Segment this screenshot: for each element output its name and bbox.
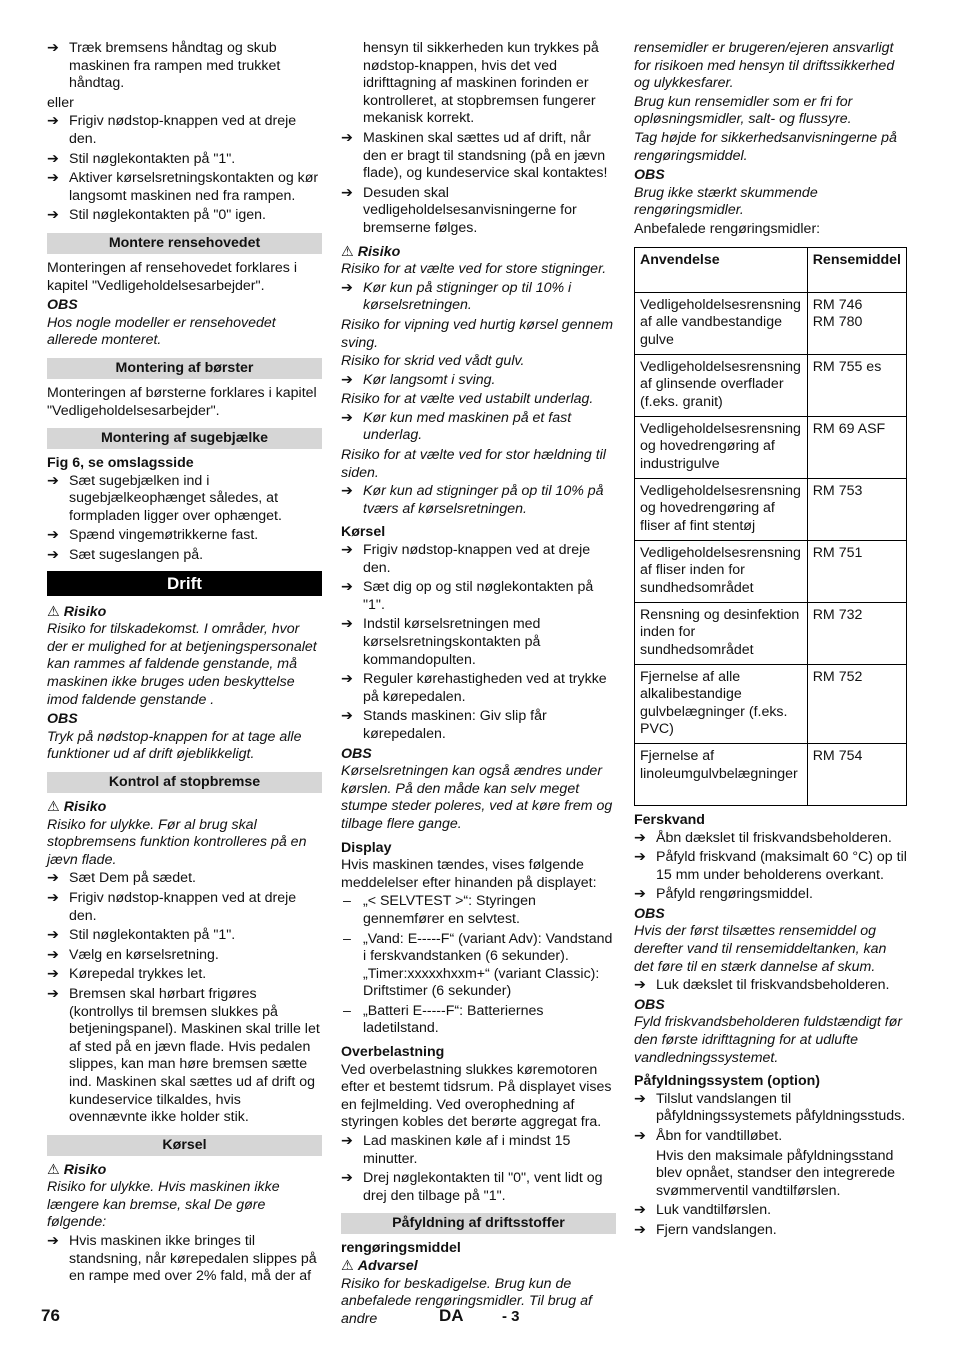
table-row bbox=[635, 743, 907, 805]
risiko-label: ⚠ Risiko bbox=[47, 603, 107, 620]
arrow-right-icon: ➔ bbox=[634, 1202, 646, 1219]
table-row bbox=[635, 664, 907, 743]
arrow-right-icon: ➔ bbox=[634, 1090, 646, 1107]
table-cell-anvendelse: Fjernelse af alle alkalibestandige gulvbelægninger (f.eks. PVC) bbox=[635, 664, 808, 743]
table-cell-rensemiddel: RM 755 es bbox=[807, 354, 906, 416]
table-cell-rensemiddel: RM 752 bbox=[807, 664, 906, 743]
subheading-ferskvand: Ferskvand bbox=[634, 811, 705, 828]
arrow-right-icon: ➔ bbox=[634, 1221, 646, 1238]
risiko-text: Risiko for ulykke. Før al brug skal stopbremsens funktion kontrolleres på en jævn flade. bbox=[47, 816, 307, 868]
risiko-label: ⚠ Risiko bbox=[47, 1161, 107, 1178]
list-item: ➔ Frigiv nødstop-knappen ved at dreje den. bbox=[47, 113, 297, 147]
subheading-display: Display bbox=[341, 839, 392, 856]
arrow-right-icon: ➔ bbox=[47, 1233, 59, 1250]
list-item: ➔ Sæt sugeslangen på. bbox=[47, 547, 204, 564]
obs-label: OBS bbox=[47, 711, 78, 728]
column-3 bbox=[634, 40, 907, 1242]
arrow-right-icon: ➔ bbox=[341, 1170, 353, 1187]
table-cell-anvendelse: Vedligeholdelsesrensning og hovedrengøring af industrigulve bbox=[635, 416, 808, 478]
arrow-right-icon: ➔ bbox=[47, 966, 59, 983]
table-cell-anvendelse: Vedligeholdelsesrensning af glinsende overflader (f.eks. granit) bbox=[635, 354, 808, 416]
list-item: ➔ Luk vandtilførslen. bbox=[634, 1202, 772, 1219]
fig-reference: Fig 6, se omslagsside bbox=[47, 455, 194, 472]
arrow-right-icon: ➔ bbox=[47, 889, 59, 906]
list-item: – „Vand: E-----F“ (variant Adv): Vandstand i ferskvandstanken (6 sekunder). „Timer:xxxxxhxxm+“ (variant Classic): Driftstimer (6 sekunder) bbox=[343, 930, 613, 1000]
risiko-text: Risiko for ulykke. Hvis maskinen ikke længere kan bremse, skal De gøre følgende: bbox=[47, 1179, 280, 1231]
section-heading-sugebjaelke: Montering af sugebjælke bbox=[47, 428, 322, 449]
section-heading-rensehoved: Montere rensehovedet bbox=[47, 233, 322, 254]
paragraph: Ved overbelastning slukkes køremotoren efter et bestemt tidsrum. På displayet vises en fejlmelding. Ved overophedning af styringen kobles det berørte aggregat fra. bbox=[341, 1061, 612, 1131]
list-item: ➔ Stil nøglekontakten på "1". bbox=[47, 150, 236, 167]
arrow-right-icon: ➔ bbox=[47, 985, 59, 1002]
arrow-right-icon: ➔ bbox=[341, 483, 353, 500]
table-header-row bbox=[635, 247, 907, 292]
table-cell-rensemiddel: RM 732 bbox=[807, 602, 906, 664]
list-item: ➔ Sæt Dem på sædet. bbox=[47, 870, 196, 887]
arrow-right-icon: ➔ bbox=[47, 870, 59, 887]
list-item: ➔ Spænd vingemøtrikkerne fast. bbox=[47, 527, 259, 544]
arrow-right-icon: ➔ bbox=[47, 207, 59, 224]
table-row bbox=[635, 416, 907, 478]
table-row bbox=[635, 602, 907, 664]
table-cell-rensemiddel: RM 746 RM 780 bbox=[807, 292, 906, 354]
page-number: 76 bbox=[41, 1306, 60, 1325]
list-item: ➔ Påfyld friskvand (maksimalt 60 °C) op til 15 mm under beholderens overkant. bbox=[634, 849, 907, 883]
list-item: ➔ Drej nøglekontakten til "0", vent lidt og drej den tilbage på "1". bbox=[341, 1170, 603, 1204]
sub-page-number: - 3 bbox=[502, 1308, 520, 1325]
text-eller: eller bbox=[47, 94, 74, 111]
paragraph: Tag højde for sikkerhedsanvisningerne på rengøringsmiddel. bbox=[634, 129, 897, 164]
list-item: ➔ Indstil kørselsretningen med kørselsretningskontakten på kommandopulten. bbox=[341, 616, 541, 668]
arrow-right-icon: ➔ bbox=[634, 849, 646, 866]
list-item: ➔ Påfyld rengøringsmiddel. bbox=[634, 886, 813, 903]
advarsel-text: Risiko for beskadigelse. Brug kun de anbefalede rengøringsmidler. Til brug af andre bbox=[341, 1275, 592, 1327]
list-item: ➔ Kørepedal trykkes let. bbox=[47, 966, 207, 983]
list-item: ➔ Åbn dækslet til friskvandsbeholderen. bbox=[634, 829, 892, 846]
arrow-right-icon: ➔ bbox=[47, 472, 59, 489]
list-item: ➔ Hvis maskinen ikke bringes til standsning, når kørepedalen slippes på en rampe med over 2% fald, må der af bbox=[47, 1233, 317, 1285]
obs-label: OBS bbox=[634, 167, 665, 184]
risiko-text: Risiko for tilskadekomst. I områder, hvor der er mulighed for at betjeningspersonalet kan rammes af faldende genstande, må maskinen ikke bruges uden beskyttelse imod faldende genstande . bbox=[47, 621, 317, 708]
warning-triangle-icon: ⚠ bbox=[341, 1258, 354, 1274]
list-item: ➔ Reguler kørehastigheden ved at trykke på kørepedalen. bbox=[341, 671, 607, 705]
list-item: ➔ Lad maskinen køle af i mindst 15 minutter. bbox=[341, 1133, 571, 1167]
list-item: ➔ Stands maskinen: Giv slip får kørepedalen. bbox=[341, 708, 547, 742]
risiko-text: Risiko for at vælte ved for stor hældning til siden. bbox=[341, 447, 606, 481]
table-cell-rensemiddel: RM 753 bbox=[807, 478, 906, 540]
list-item: ➔ Kør kun med maskinen på et fast underlag. bbox=[341, 409, 572, 444]
list-item: ➔ Kør kun på stigninger op til 10% i kørselsretningen. bbox=[341, 279, 572, 314]
arrow-right-icon: ➔ bbox=[47, 547, 59, 564]
risiko-text: Risiko for at vælte ved for store stigninger. bbox=[341, 261, 607, 278]
continued-text: hensyn til sikkerheden kun trykkes på nødstop-knappen, hvis det ved idrifttagning af maskinen forinden er kontrolleret, at stopbremsen fungerer mekanisk korrekt. bbox=[363, 40, 599, 127]
arrow-right-icon: ➔ bbox=[634, 829, 646, 846]
arrow-right-icon: ➔ bbox=[47, 946, 59, 963]
arrow-right-icon: ➔ bbox=[47, 170, 59, 187]
list-item: ➔ Frigiv nødstop-knappen ved at dreje den. bbox=[47, 889, 297, 924]
list-item: ➔ Fjern vandslangen. bbox=[634, 1221, 777, 1238]
arrow-right-icon: ➔ bbox=[47, 113, 59, 130]
column-2 bbox=[341, 40, 616, 1329]
list-item: – „Batteri E-----F“: Batteriernes ladetilstand. bbox=[343, 1002, 544, 1037]
arrow-right-icon: ➔ bbox=[47, 927, 59, 944]
arrow-right-icon: ➔ bbox=[341, 671, 353, 688]
column-1 bbox=[47, 40, 322, 1288]
table-cell-anvendelse: Vedligeholdelsesrensning og hovedrengøring af fliser af fint stentøj bbox=[635, 478, 808, 540]
obs-label: OBS bbox=[47, 297, 78, 314]
arrow-right-icon: ➔ bbox=[47, 40, 59, 56]
obs-label: OBS bbox=[634, 996, 665, 1013]
list-item: ➔ Stil nøglekontakten på "1". bbox=[47, 927, 236, 944]
list-item: ➔ Bremsen skal hørbart frigøres (kontrollys til bremsen slukkes på betjeningspanel). Maskinen skal trille let af sted på en jævn flade. Hvis pedalen slippes, kan man høre bremsen sætte ind. Maskinen skal sættes ud af drift og kundeservice tilkaldes, hvis ovennævnte ikke holder stik. bbox=[47, 985, 320, 1126]
rensemiddel-table bbox=[634, 247, 907, 806]
list-item: ➔ Sæt dig op og stil nøglekontakten på "1". bbox=[341, 579, 594, 613]
obs-label: OBS bbox=[634, 905, 665, 922]
list-item: ➔ Kør kun ad stigninger på op til 10% på tværs af kørselsretningen. bbox=[341, 483, 604, 517]
list-item: ➔ Tilslut vandslangen til påfyldningssystemets påfyldningsstuds. bbox=[634, 1090, 906, 1125]
obs-label: OBS bbox=[341, 745, 372, 762]
table-cell-rensemiddel: RM 754 bbox=[807, 743, 906, 805]
subheading-paafyldningssystem: Påfyldningssystem (option) bbox=[634, 1073, 821, 1090]
section-heading-paafyldning: Påfyldning af driftsstoffer bbox=[341, 1213, 616, 1234]
warning-triangle-icon: ⚠ bbox=[47, 603, 60, 620]
arrow-right-icon: ➔ bbox=[341, 579, 353, 596]
obs-text: Hos nogle modeller er rensehovedet allerede monteret. bbox=[47, 314, 276, 349]
chapter-heading-drift: Drift bbox=[47, 571, 322, 596]
list-item: ➔ Stil nøglekontakten på "0" igen. bbox=[47, 207, 266, 224]
table-cell-anvendelse: Vedligeholdelsesrensning af fliser inden for sundhedsområdet bbox=[635, 540, 808, 602]
risiko-text: Risiko for vipning ved hurtig kørsel gennem sving. bbox=[341, 316, 614, 351]
table-row bbox=[635, 292, 907, 354]
arrow-right-icon: ➔ bbox=[341, 184, 353, 201]
obs-text: Kørselsretningen kan også ændres under kørslen. På den måde kan selv meget stumpe steder poleres, ved at køre frem og tilbage flere gange. bbox=[341, 763, 613, 832]
table-row bbox=[635, 478, 907, 540]
subheading-overbelastning: Overbelastning bbox=[341, 1044, 445, 1061]
table-row bbox=[635, 354, 907, 416]
arrow-right-icon: ➔ bbox=[634, 886, 646, 903]
warning-triangle-icon: ⚠ bbox=[341, 243, 354, 260]
arrow-right-icon: ➔ bbox=[341, 1133, 353, 1150]
arrow-right-icon: ➔ bbox=[634, 1128, 646, 1144]
arrow-right-icon: ➔ bbox=[341, 542, 353, 559]
paragraph: Monteringen af rensehovedet forklares i kapitel "Vedligeholdelsesarbejder". bbox=[47, 259, 297, 294]
section-heading-borster: Montering af børster bbox=[47, 358, 322, 379]
risiko-text: Risiko for skrid ved vådt gulv. bbox=[341, 353, 525, 370]
risiko-label: ⚠ Risiko bbox=[341, 243, 401, 260]
obs-text: Tryk på nødstop-knappen for at tage alle funktioner ud af drift øjeblikkeligt. bbox=[47, 728, 302, 763]
list-item: ➔ Træk bremsens håndtag og skub maskinen fra rampen med trukket håndtag. bbox=[47, 40, 281, 92]
subheading-korsel: Kørsel bbox=[341, 524, 386, 541]
list-item: ➔ Kør langsomt i sving. bbox=[341, 371, 496, 388]
section-heading-korsel: Kørsel bbox=[47, 1135, 322, 1156]
arrow-right-icon: ➔ bbox=[341, 371, 353, 388]
risiko-text: Risiko for at vælte ved ustabilt underlag. bbox=[341, 391, 594, 408]
risiko-label: ⚠ Risiko bbox=[47, 799, 107, 815]
section-heading-stopbremse: Kontrol af stopbremse bbox=[47, 772, 322, 793]
list-item: ➔ Desuden skal vedligeholdelsesanvisningerne for bremserne følges. bbox=[341, 184, 577, 236]
arrow-right-icon: ➔ bbox=[341, 279, 353, 296]
continued-text: rensemidler er brugeren/ejeren ansvarligt for risikoen med hensyn til driftssikkerhed og ulykkesfarer. bbox=[634, 40, 895, 92]
advarsel-label: ⚠ Advarsel bbox=[341, 1258, 418, 1274]
obs-text: Brug ikke stærkt skummende rengøringsmidler. bbox=[634, 184, 818, 219]
table-cell-anvendelse: Fjernelse af linoleumgulvbelægninger bbox=[635, 743, 808, 805]
table-cell-rensemiddel: RM 751 bbox=[807, 540, 906, 602]
table-header-cell: Anvendelse bbox=[635, 247, 808, 292]
arrow-right-icon: ➔ bbox=[341, 409, 353, 426]
arrow-right-icon: ➔ bbox=[341, 129, 353, 146]
paragraph: Monteringen af børsterne forklares i kapitel "Vedligeholdelsesarbejder". bbox=[47, 384, 317, 419]
list-item: ➔ Frigiv nødstop-knappen ved at dreje den. bbox=[341, 542, 591, 576]
list-item: ➔ Aktiver kørselsretningskontakten og kør langsomt maskinen ned fra rampen. bbox=[47, 170, 319, 204]
arrow-right-icon: ➔ bbox=[634, 977, 646, 994]
table-cell-rensemiddel: RM 69 ASF bbox=[807, 416, 906, 478]
list-item: ➔ Luk dækslet til friskvandsbeholderen. bbox=[634, 977, 890, 994]
list-item: ➔ Sæt sugebjælken ind i sugebjælkeophænget således, at formpladen ligger over ophænget. bbox=[47, 472, 282, 524]
table-cell-anvendelse: Rensning og desinfektion inden for sundhedsområdet bbox=[635, 602, 808, 664]
warning-triangle-icon: ⚠ bbox=[47, 799, 60, 815]
list-item: ➔ Åbn for vandtilløbet. bbox=[634, 1128, 783, 1144]
subheading-rengoringsmiddel: rengøringsmiddel bbox=[341, 1240, 461, 1257]
arrow-right-icon: ➔ bbox=[47, 527, 59, 544]
table-cell-anvendelse: Vedligeholdelsesrensning af alle vandbestandige gulve bbox=[635, 292, 808, 354]
arrow-right-icon: ➔ bbox=[341, 708, 353, 725]
list-item: ➔ Maskinen skal sættes ud af drift, når den er bragt til standsning (på en jævn flade), og kundeservice skal kontaktes! bbox=[341, 129, 608, 182]
obs-text: Fyld friskvandsbeholderen fuldstændigt før den første idrifttagning for at udlufte vandledningssystemet. bbox=[634, 1014, 903, 1066]
list-item: – „< SELVTEST >“: Styringen gennemfører en selvtest. bbox=[343, 893, 536, 927]
arrow-right-icon: ➔ bbox=[341, 616, 353, 633]
paragraph: Anbefalede rengøringsmidler: bbox=[634, 220, 821, 237]
warning-triangle-icon: ⚠ bbox=[47, 1161, 60, 1178]
list-item: ➔ Vælg en kørselsretning. bbox=[47, 946, 219, 963]
paragraph: Hvis maskinen tændes, vises følgende meddelelser efter hinanden på displayet: bbox=[341, 857, 597, 891]
table-row bbox=[635, 540, 907, 602]
paragraph: Brug kun rensemidler som er fri for opløsningsmidler, salt- og flussyre. bbox=[634, 93, 853, 128]
obs-text: Hvis der først tilsættes rensemiddel og derefter vand til rensemiddeltanken, kan det føre til en stærk dannelse af skum. bbox=[634, 923, 887, 975]
paragraph: Hvis den maksimale påfyldningsstand blev opnået, standser den integrerede svømmerventil vandtilførslen. bbox=[656, 1147, 895, 1199]
table-header-cell: Rensemiddel bbox=[807, 247, 906, 292]
arrow-right-icon: ➔ bbox=[47, 150, 59, 167]
language-code: DA bbox=[439, 1306, 464, 1325]
